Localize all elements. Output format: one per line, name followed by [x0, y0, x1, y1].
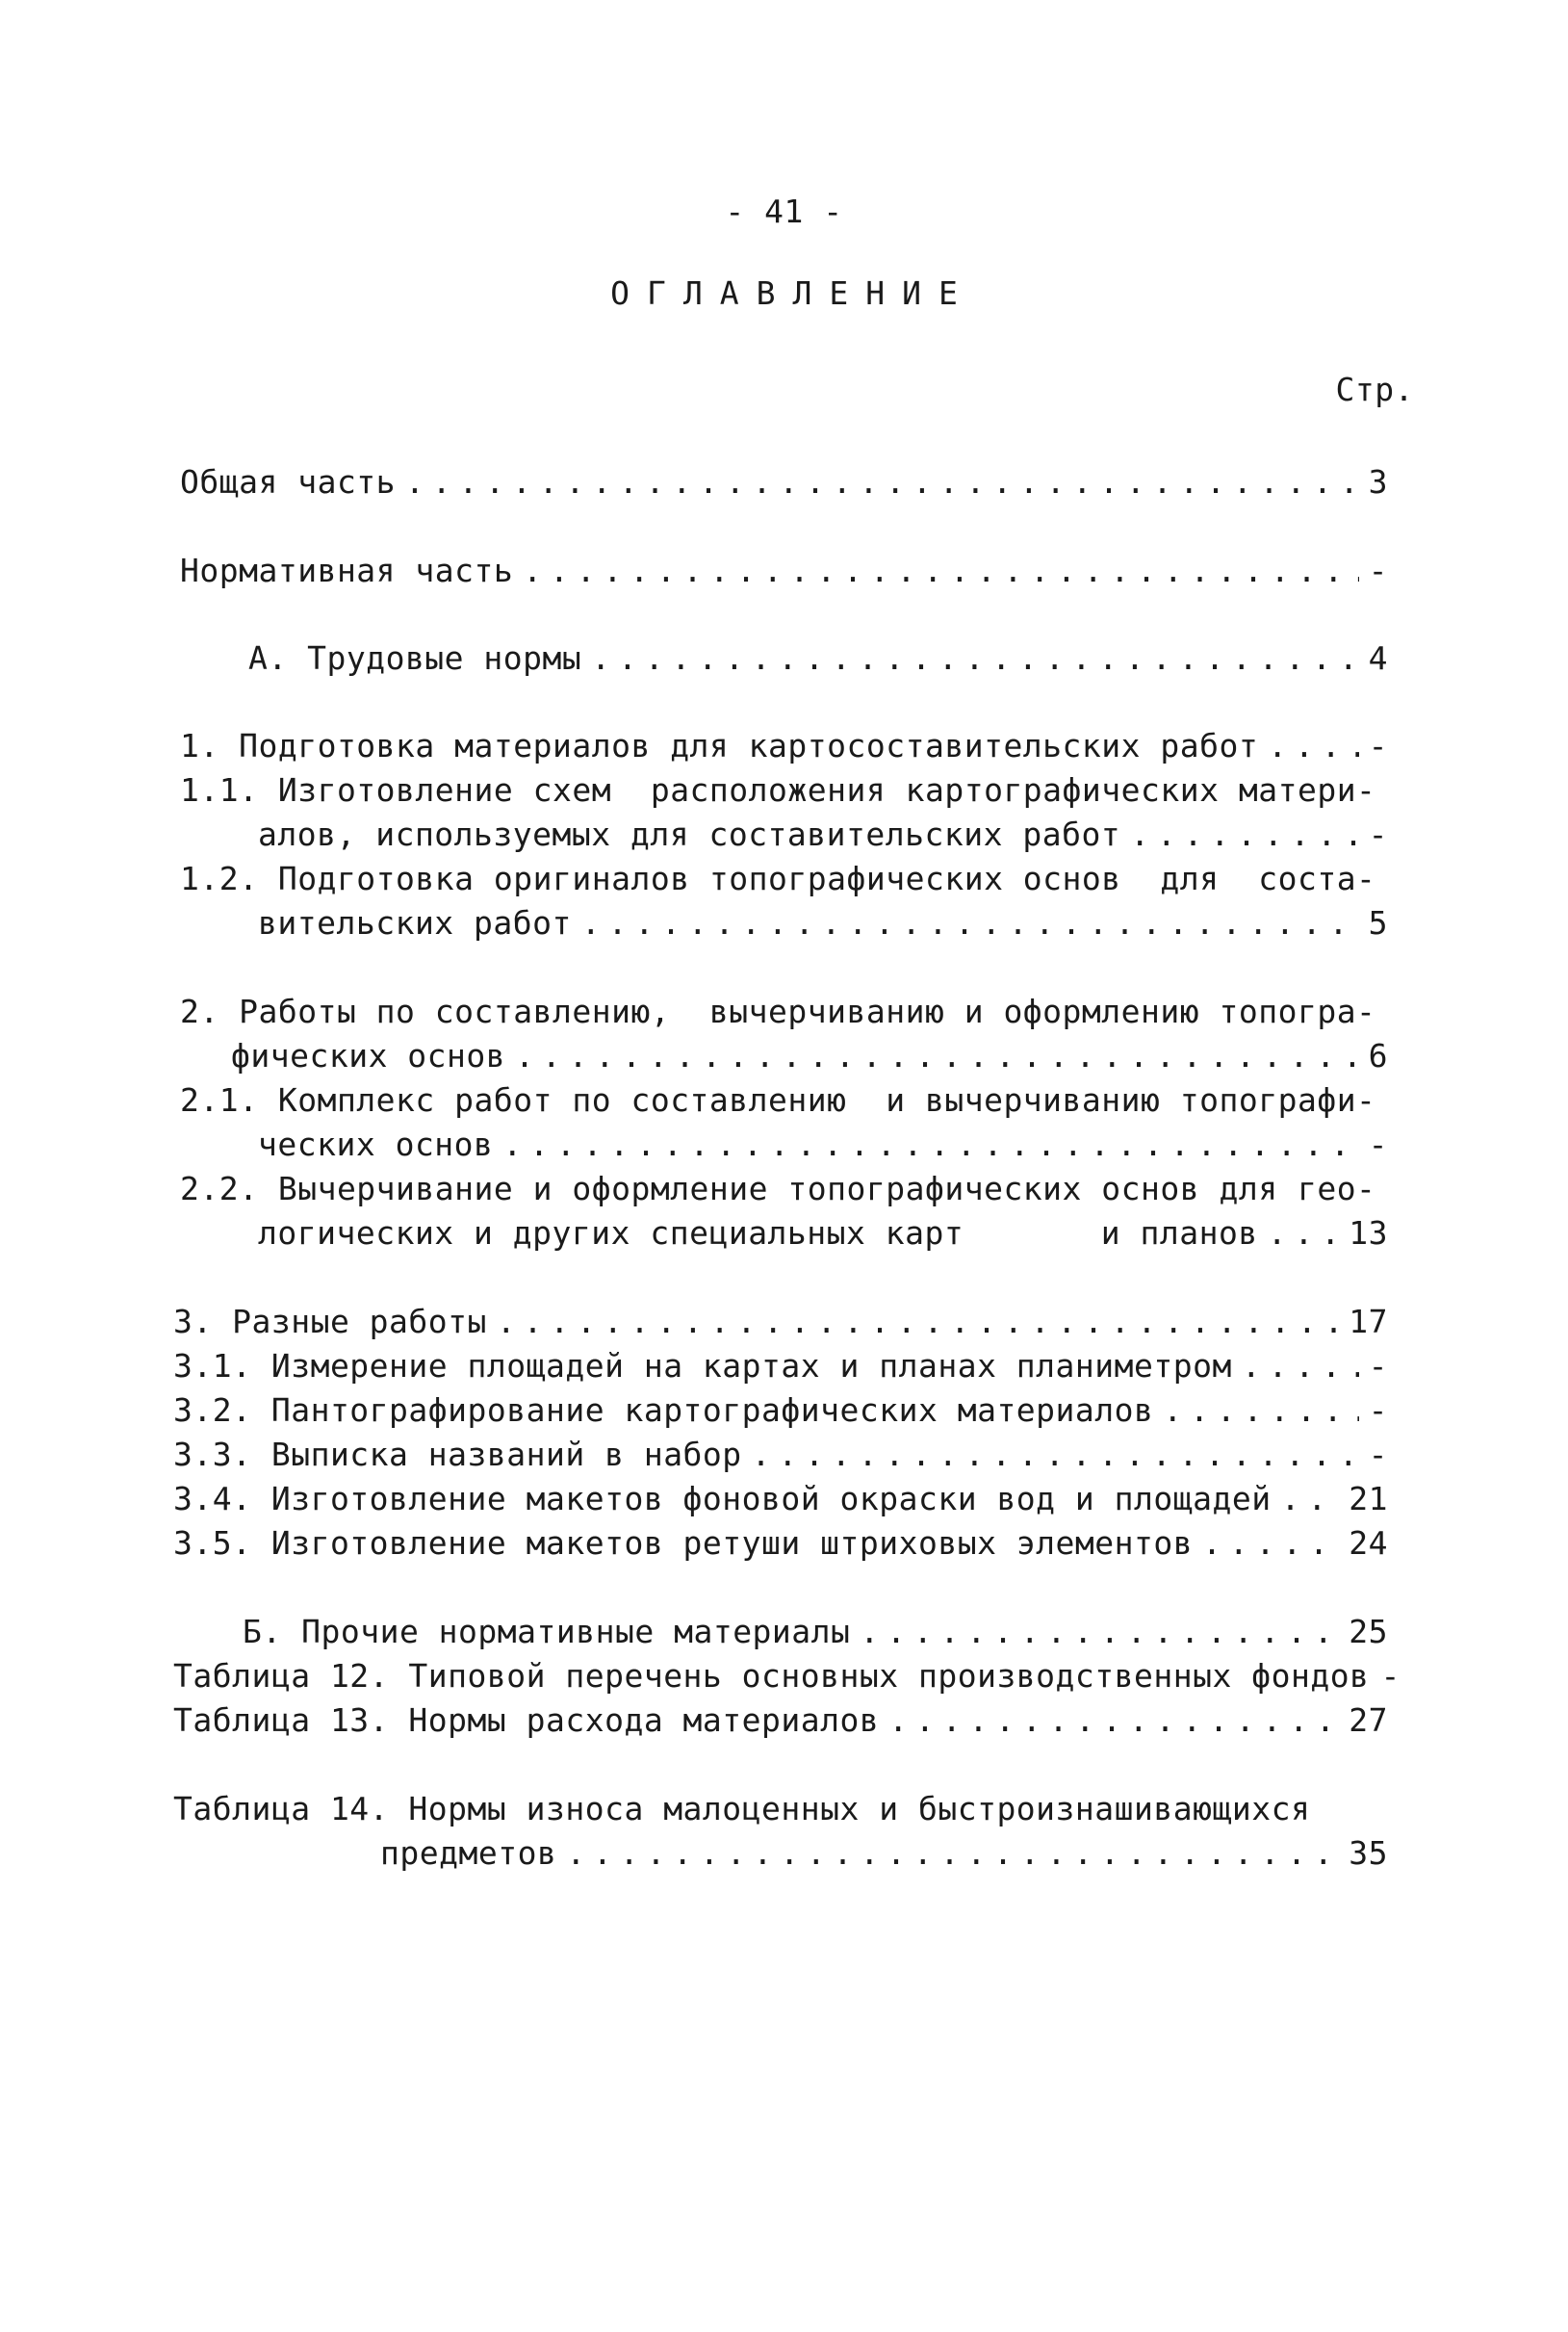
toc-entry	[180, 460, 1388, 505]
dot-leader	[752, 1433, 1359, 1477]
toc-entry	[180, 857, 1388, 901]
dot-leader	[1268, 1211, 1339, 1256]
page-title: ОГЛАВЛЕНИЕ	[610, 274, 975, 312]
toc-entry-page: 21	[1349, 1480, 1388, 1517]
toc-entry-page: 13	[1349, 1214, 1388, 1252]
toc-entry	[173, 1344, 1388, 1388]
toc-entry	[173, 1787, 1388, 1831]
toc-entry	[173, 1698, 1388, 1743]
dot-leader	[502, 1123, 1358, 1167]
toc-entry-text: Б. Прочие нормативные материалы	[243, 1613, 851, 1650]
toc-entry-text: 2.1. Комплекс работ по составлению и вычерчиванию топографи-	[180, 1081, 1376, 1119]
toc-entry-text: ческих основ	[258, 1126, 494, 1163]
dot-leader	[888, 1698, 1339, 1743]
toc-entry-text: 2.2. Вычерчивание и оформление топографических основ для гео-	[180, 1170, 1376, 1207]
toc-entry-text: Таблица 14. Нормы износа малоценных и быстроизнашивающихся	[173, 1790, 1311, 1827]
toc-entry	[173, 1433, 1388, 1477]
dot-leader	[1163, 1388, 1358, 1433]
dot-leader	[497, 1300, 1339, 1344]
toc-entry	[180, 724, 1388, 768]
toc-entry	[173, 1654, 1401, 1698]
toc-entry	[173, 1477, 1388, 1521]
toc-entry-text: вительских работ	[258, 904, 572, 942]
dot-leader	[1268, 724, 1358, 768]
toc-entry-page: -	[1368, 727, 1388, 764]
toc-entry-text: 3.5. Изготовление макетов ретуши штриховых элементов	[173, 1524, 1194, 1562]
toc-entry-text: Таблица 13. Нормы расхода материалов	[173, 1701, 880, 1739]
toc-entry-text: 3. Разные работы	[173, 1303, 487, 1340]
toc-entry	[258, 901, 1388, 946]
dot-leader	[515, 1034, 1358, 1078]
toc-entry	[380, 1831, 1388, 1876]
toc-entry-text: 1. Подготовка материалов для картосоставительских работ	[180, 727, 1259, 764]
toc-entry	[180, 990, 1388, 1034]
toc-entry-page: 6	[1368, 1037, 1388, 1075]
toc-entry-text: 3.3. Выписка названий в набор	[173, 1436, 742, 1473]
toc-entry-text: 1.1. Изготовление схем расположения картографических матери-	[180, 771, 1376, 809]
toc-entry	[180, 768, 1388, 813]
toc-entry-page: 25	[1349, 1613, 1388, 1650]
toc-entry-page: 24	[1349, 1524, 1388, 1562]
dot-leader	[523, 549, 1358, 593]
toc-entry	[180, 1167, 1388, 1211]
dot-leader	[1242, 1344, 1359, 1388]
toc-entry	[173, 1388, 1388, 1433]
dot-leader	[581, 901, 1359, 946]
toc-entry-text: логических и других специальных карт и планов	[258, 1214, 1258, 1252]
dot-leader	[1281, 1477, 1340, 1521]
toc-entry-text: А. Трудовые нормы	[248, 639, 582, 677]
toc-entry-page: 5	[1368, 904, 1388, 942]
toc-entry-text: 3.1. Измерение площадей на картах и планах планиметром	[173, 1347, 1232, 1385]
toc-entry	[248, 636, 1388, 681]
toc-entry-text: Нормативная часть	[180, 552, 514, 589]
toc-entry	[180, 549, 1388, 593]
toc-entry-text: предметов	[380, 1834, 557, 1872]
dot-leader	[1130, 813, 1358, 857]
toc-entry-text: фических основ	[231, 1037, 506, 1075]
toc-entry-page: -	[1368, 552, 1388, 589]
toc-entry-page: 35	[1349, 1834, 1388, 1872]
toc-entry-text: 2. Работы по составлению, вычерчиванию и оформлению топогра-	[180, 993, 1376, 1030]
toc-entry-text: 3.4. Изготовление макетов фоновой окраски вод и площадей	[173, 1480, 1272, 1517]
toc-entry-page: -	[1368, 1436, 1388, 1473]
toc-entry-text: алов, используемых для составительских работ	[258, 816, 1121, 853]
dot-leader	[566, 1831, 1339, 1876]
dot-leader	[591, 636, 1358, 681]
toc-entry-page: 3	[1368, 463, 1388, 501]
toc-entry	[258, 1211, 1388, 1256]
toc-entry	[173, 1300, 1388, 1344]
toc-entry-text: Общая часть	[180, 463, 397, 501]
toc-entry-page: -	[1368, 1347, 1388, 1385]
toc-entry-page: 17	[1349, 1303, 1388, 1340]
toc-entry	[231, 1034, 1388, 1078]
dot-leader	[1202, 1521, 1339, 1566]
toc-entry	[258, 1123, 1388, 1167]
dot-leader	[405, 460, 1359, 505]
toc-entry	[243, 1610, 1388, 1654]
toc-entry	[180, 1078, 1388, 1123]
toc-entry-text: 3.2. Пантографирование картографических материалов	[173, 1391, 1154, 1429]
toc-entry	[258, 813, 1388, 857]
toc-entry-page: -	[1368, 1391, 1388, 1429]
toc-entry-page: -	[1368, 1126, 1388, 1163]
toc-entry-text: 1.2. Подготовка оригиналов топографических основ для соста-	[180, 860, 1376, 897]
toc-entry-text: Таблица 12. Типовой перечень основных производственных фондов	[173, 1657, 1370, 1695]
toc-entry-page: 4	[1368, 639, 1388, 677]
dot-leader	[860, 1610, 1339, 1654]
page-number: - 41 -	[725, 193, 843, 230]
toc-entry	[173, 1521, 1388, 1566]
toc-entry-page: -	[1368, 816, 1388, 853]
toc-entry-page: 27	[1349, 1701, 1388, 1739]
page-column-label: Стр.	[1335, 371, 1414, 408]
toc-entry-page: -	[1380, 1657, 1401, 1695]
